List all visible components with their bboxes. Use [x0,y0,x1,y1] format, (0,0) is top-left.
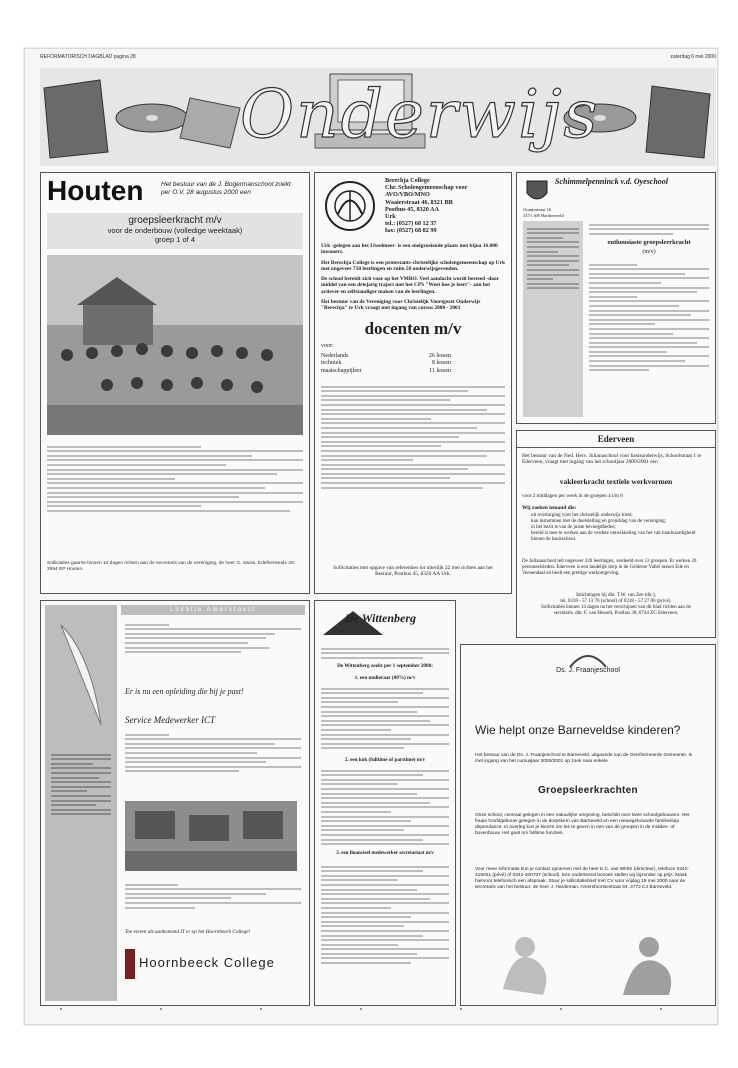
hoornbeeck-tagline: Toe eieren als aankomend IT er op het Hoornbeeck College! [125,929,251,935]
houten-intro: Het bestuur van de J. Bogermanschool zoekt per O.V. 28 augustus 2000 een [161,181,291,196]
hoornbeeck-body [125,731,301,775]
berechja-job: docenten m/v [364,319,462,338]
wittenberg-vacancy3: 3. een financieel medewerker secretariaat m/v [336,851,434,856]
houten-group-photo [47,255,303,435]
berechja-para2: Het Berechja College is een protestants-christelijke scholengemeenschap op Urk met ongeveer 750 leerlingen en ruim 50 onderwijsgevenden. [321,259,505,272]
fraanje-job: Groepsleerkrachten [538,785,638,796]
ederveen-req: bereid is mee te werken aan de verdere ontwikkeling van het vak handvaardigheid binnen de basisschool. [531,531,696,542]
berechja-line3: AVO/VBO/MNO [385,191,430,199]
hoornbeeck-intro-list [125,621,301,656]
berechja-row: techniek 8 lessen [321,360,451,367]
fraanje-question: Wie helpt onze Barneveldse kinderen? [475,723,681,737]
page-footer-marks [60,1008,700,1012]
hoornbeeck-locatie: Locatie Amersfoort [121,605,305,615]
section-banner [40,68,716,166]
berechja-name: Berechja College [385,177,430,184]
hoornbeeck-side-text [51,751,111,818]
hoornbeeck-classroom-photo [125,801,297,871]
berechja-closing: Sollicitaties met opgave van referenties tot uiterlijk 22 mei richten aan het Bestuur, Postbus 45, 8320 AA Urk. [333,565,493,578]
ederveen-info1: Inlichtingen bij dhr. T.W. van Zee (dir.), [576,593,656,598]
ederveen-info4: secretaris, dhr. F. van Hesselt, Postbus 30, 6744 ZG Ederveen. [553,611,679,616]
berechja-line6: Urk [385,213,396,221]
berechja-para1: Urk -gelegen aan het IJsselmeer- is een snelgroeiende plaats met bijna 16.000 inwoners. [321,243,498,256]
schimmel-address1: Oranjestraat 16 [523,207,552,212]
ederveen-para: De Julianaschool telt ongeveer 320 leerlingen, verdeeld over 12 groepen. Er werken 20 personeelsleden. Ederveen is een landelijk dorp in de Gelderse Vallei tussen Ede en Veenendaal en biedt een prettige werkomgeving. [522,559,697,576]
ederveen-req: kan instemmen met de doelstelling en grondslag van de vereniging; [531,519,667,524]
berechja-para4: Het bestuur van de Vereniging voor Christelijk Voortgezet Onderwijs "Berechja" te Urk vraagt met ingang van cursus 2000 - 2001 [321,299,481,312]
wittenberg-intro [321,645,449,661]
wittenberg-subtitle: De Wittenberg zoekt per 1 september 2000: [337,663,433,669]
banner-title: Onderwijs [240,76,600,153]
ederveen-intro: Het bestuur van de Ned. Herv. Julianaschool voor basisonderwijs, Schoolstraat 1 te Ederveen, vraagt met ingang van het schooljaar 2000/2001 een [522,453,702,466]
ederveen-seek: Wij zoeken iemand die: [522,505,577,511]
hoornbeeck-headline2: Service Medewerker ICT [125,715,215,725]
berechja-row: Nederlands 26 lessen [321,353,451,359]
ederveen-hours: voor 2 middagen per week in de groepen 4 t/m 8 [522,493,623,499]
schimmel-address2: 3371 AH Hardinxveld [523,213,564,218]
berechja-fax: fax: (0527) 68 82 99 [385,227,437,235]
wittenberg-name: De Wittenberg [345,611,416,625]
ederveen-req: in het bezit is van de juiste bevoegdheden; [531,525,616,530]
wittenberg-block1 [321,685,449,752]
wittenberg-block3 [321,863,449,967]
berechja-row: maatschappijleer 11 lessen [321,367,451,374]
houten-job-box [47,213,303,249]
ad-wittenberg [314,600,456,1006]
children-illustration [473,929,703,999]
wittenberg-vacancy1: 1. een mulleraar (80%) m/v [354,675,416,681]
berechja-logo-icon [323,179,377,233]
hoornbeeck-contact [125,881,301,911]
ederveen-info2: tel. 0318 - 57 13 70 (school) of 0318 - 57 27 06 (privé). [560,599,672,604]
schimmel-job: enthousiaste groepsleerkracht [607,239,691,246]
hoornbeeck-headline1: Er is nu een opleiding die bij je past! [125,687,244,696]
ederveen-info [522,593,710,617]
berechja-rows [321,353,451,375]
ederveen-job: vakleerkracht textiele werkvormen [559,477,673,486]
ad-schimmelpenninck [516,172,716,424]
quill-icon [51,615,111,735]
schimmel-job-sub: (m/v) [642,249,656,255]
ad-berechja [314,172,512,594]
berechja-voor: voor: [321,343,334,349]
fraanje-para2: Voor meer informatie kun je contact opnemen met de heer E.C. van Wirtte (directeur), telefoon 0342-415021 (privé) of 0342-400707 (school). Een onderteend bezoek stellen wij bijzonder op prijs. Maak hiervoor telefonisch een afspraak. Stuur je sollicitatiebrief met CV voor vrijdag 19 mei 2000 naar de secretaris van het bestuur: de heer J. Hardeman, Amersfoortsestraat 34, 3772 CJ Barneveld. [475,867,689,890]
hoornbeeck-logo-mark [125,949,135,979]
hoornbeeck-brand: Hoornbeeck College [139,955,275,970]
ad-houten [40,172,310,594]
wittenberg-block2 [321,767,449,848]
wittenberg-vacancy2: 2. een kok (fulltime of parttime) m/v [344,757,426,763]
berechja-line5: Postbus 45, 8320 AA [385,205,439,213]
berechja-tel: tel.: (0527) 68 12 37 [385,220,437,228]
fraanje-intro: Het bestuur van de Ds. J. Fraanjeschool te Barneveld, uitgaande van de Gereformeerde Gemeente, is met ingang van het cursusjaar 2000/2001 op zoek naar enkele [475,753,693,764]
houten-job-sub2: groep 1 of 4 [154,235,196,244]
fraanje-logo-icon [568,649,608,669]
fraanje-para1: Onze school, centraal gelegen in een natuurlijke omgeving, beschikt over twee schoolgebouwen. Het fraaie hoofdgebouw gelegen in de dorpskern van Barneveld en een nieuwgebouwde familiesluip dependance. In overleg kun je kiezen om les te geven in een van de groepen in de midden- of bovenbouw. Het gaat om fulltime functies. [475,813,690,836]
schimmel-intro [589,221,709,237]
berechja-para3: De school bereidt zich voor op het VMBO. Veel aandacht wordt besteed -door middel van een driejarig traject met het CPS "Weet hoe je leert"- aan het actiever en zelfstandiger maken van de leerlingen. [321,276,499,295]
page-header-right: zaterdag 6 mei 2000 [670,54,716,60]
ad-hoornbeeck [40,600,310,1006]
fraanje-logo-text: Ds. J. Fraanjeschool [556,667,620,674]
schimmel-details [589,261,709,374]
schimmel-sidebar [523,221,583,417]
ederveen-reqs [531,513,709,543]
schimmel-name: Schimmelpenninck v.d. Oyeschool [555,177,669,186]
houten-city: Houten [47,175,144,206]
houten-job: groepsleerkracht m/v [128,215,222,226]
page-header-left: REFORMATORISCH DAGBLAD pagina 28 [40,54,136,60]
houten-footer: Solliciaties gaarne binnen 10 dagen richten aan de secretaris van de vereniging, de heer G. Swiss, Edelherweide 29, 3994 EP Houten. [47,561,295,572]
berechja-body [321,243,505,316]
houten-job-sub1: voor de onderbouw (volledige weektaak) [107,226,243,235]
berechja-address [385,177,467,235]
berechja-line4: Waaierstraat 46, 8321 BB [385,198,453,206]
houten-body-text [47,443,303,515]
ad-fraanjeschool [460,644,716,1006]
berechja-details [321,383,505,491]
berechja-line2: Chr. Scholengemeenschap voor [385,184,468,192]
ederveen-req: uit overtuiging voor het christelijk onderwijs kiest; [531,513,633,518]
ad-ederveen [516,430,716,638]
ederveen-title: Ederveen [597,434,635,444]
crest-icon [523,177,551,205]
ederveen-info3: Sollicitaties binnen 14 dagen na het verschijnen van dit blad richten aan de [541,605,691,610]
page-header [40,54,716,64]
